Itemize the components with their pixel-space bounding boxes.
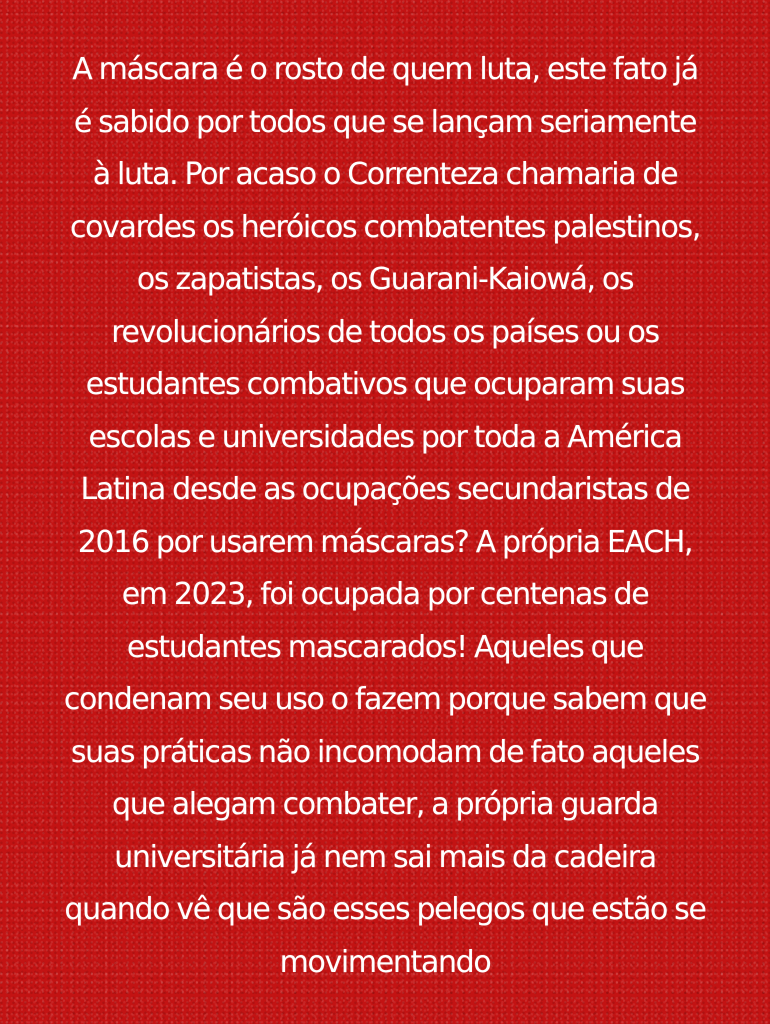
text-line: Latina desde as ocupações secundaristas de [80, 472, 690, 507]
text-line: condenam seu uso o fazem porque sabem que [63, 682, 707, 717]
text-line: à luta. Por acaso o Correnteza chamaria de [92, 157, 678, 192]
text-line: covardes os heróicos combatentes palestinos, [69, 209, 701, 245]
text-line: 2016 por usarem máscaras? A própria EACH, [77, 524, 693, 560]
text-line: escolas e universidades por toda a América [88, 419, 682, 455]
text-line: suas práticas não incomodam de fato aqueles [70, 734, 700, 770]
text-line: estudantes mascarados! Aqueles que [126, 629, 644, 665]
text-line: estudantes combativos que ocuparam suas [85, 367, 685, 402]
text-line: universitária já nem sai mais da cadeira [114, 839, 656, 875]
text-line: que alegam combater, a própria guarda [112, 787, 658, 822]
body-paragraph [18, 44, 752, 989]
text-line: quando vê que são esses pelegos que estão se [64, 892, 706, 927]
text-line: revolucionários de todos os países ou os [111, 314, 659, 350]
text-line: em 2023, foi ocupada por centenas de [121, 577, 649, 612]
text-line: movimentando [279, 944, 491, 980]
text-line: é sabido por todos que se lançam seriamente [73, 104, 697, 140]
text-line: A máscara é o rosto de quem luta, este fato já [72, 52, 698, 87]
text-line: os zapatistas, os Guarani-Kaiowá, os [136, 262, 634, 297]
